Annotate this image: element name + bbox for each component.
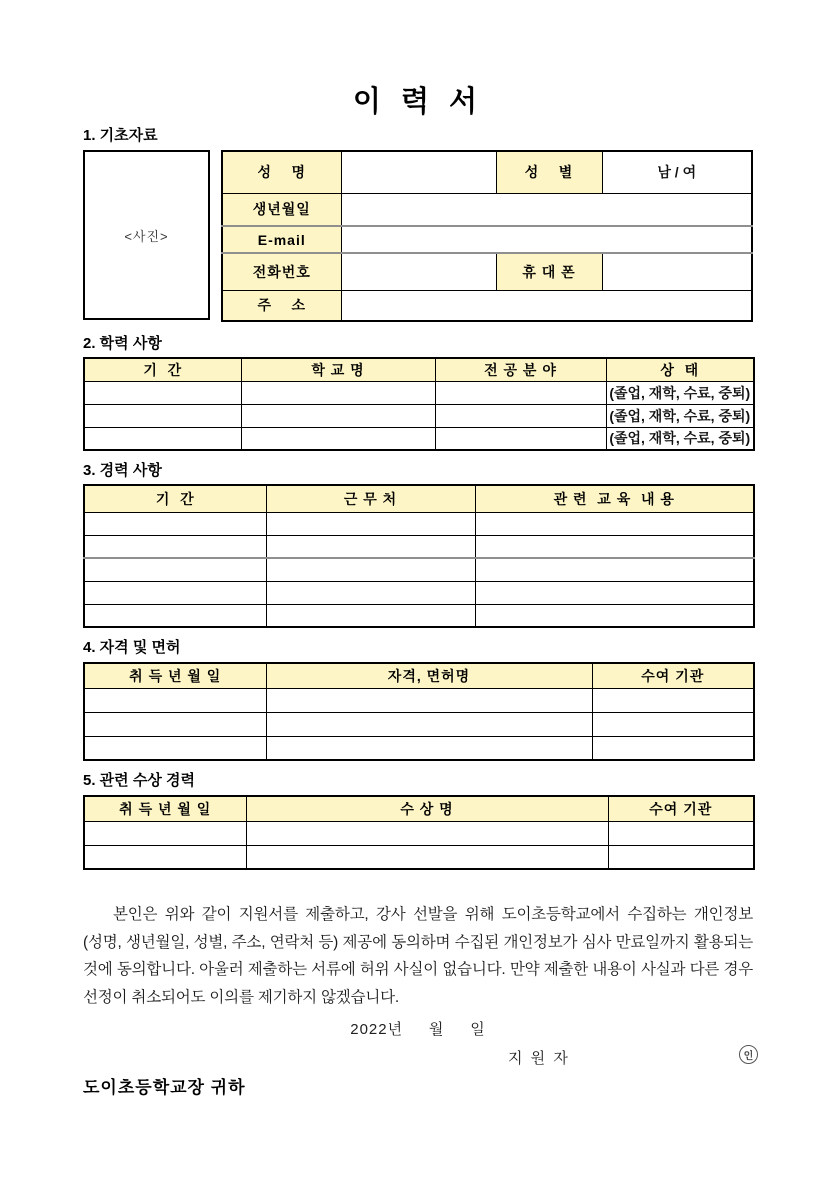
edu-school-cell[interactable] bbox=[241, 381, 435, 404]
license-date-header: 취 득 년 월 일 bbox=[84, 663, 266, 688]
email-input-cell[interactable] bbox=[341, 226, 752, 253]
edu-school-cell[interactable] bbox=[241, 404, 435, 427]
table-row bbox=[222, 151, 752, 193]
mobile-label: 휴 대 폰 bbox=[496, 253, 602, 290]
section-heading-awards: 5. 관련 수상 경력 bbox=[83, 772, 195, 789]
award-date-cell[interactable] bbox=[84, 845, 246, 869]
applicant-label: 지 원 자 bbox=[508, 1050, 570, 1067]
license-date-cell[interactable] bbox=[84, 736, 266, 760]
table-row bbox=[84, 512, 754, 535]
career-table bbox=[83, 484, 755, 628]
edu-school-header: 학 교 명 bbox=[241, 358, 435, 381]
table-row bbox=[84, 427, 754, 450]
table-row bbox=[222, 193, 752, 226]
award-date-header: 취 득 년 월 일 bbox=[84, 796, 246, 821]
edu-major-cell[interactable] bbox=[435, 427, 606, 450]
award-issuer-cell[interactable] bbox=[608, 845, 754, 869]
license-date-cell[interactable] bbox=[84, 712, 266, 736]
birthdate-label: 생년월일 bbox=[222, 193, 341, 226]
edu-status-cell[interactable]: (졸업, 재학, 수료, 중퇴) bbox=[606, 381, 754, 404]
table-header-row bbox=[84, 663, 754, 688]
phone-label: 전화번호 bbox=[222, 253, 341, 290]
declaration-paragraph: 본인은 위와 같이 지원서를 제출하고, 강사 선발을 위해 도이초등학교에서 수집하는 개인정보(성명, 생년월일, 성별, 주소, 연락처 등) 제공에 동의하며 수집된 개인정보가 심사 만료일까지 활용되는 것에 동의합니다. 아울러 제출하는 서류에 허위 사실이 없습니다. 만약 제출한 내용이 사실과 다른 경우 선정이 취소되어도 이의를 제기하지 않겠습니다. bbox=[83, 906, 753, 1006]
basic-info-table bbox=[221, 150, 753, 322]
table-row bbox=[84, 381, 754, 404]
license-name-cell[interactable] bbox=[266, 712, 592, 736]
career-education-cell[interactable] bbox=[475, 558, 754, 581]
page-title: 이 력 서 bbox=[352, 86, 484, 118]
table-row bbox=[84, 736, 754, 760]
name-label: 성 명 bbox=[222, 151, 341, 193]
edu-major-header: 전 공 분 야 bbox=[435, 358, 606, 381]
table-row bbox=[222, 290, 752, 321]
edu-period-cell[interactable] bbox=[84, 381, 241, 404]
table-row bbox=[84, 535, 754, 558]
birthdate-input-cell[interactable] bbox=[341, 193, 752, 226]
career-period-cell[interactable] bbox=[84, 604, 266, 627]
section-heading-basic: 1. 기초자료 bbox=[83, 127, 158, 144]
table-header-row bbox=[84, 796, 754, 821]
license-issuer-cell[interactable] bbox=[592, 688, 754, 712]
license-issuer-cell[interactable] bbox=[592, 736, 754, 760]
name-input-cell[interactable] bbox=[341, 151, 496, 193]
award-date-cell[interactable] bbox=[84, 821, 246, 845]
section-heading-education: 2. 학력 사항 bbox=[83, 335, 162, 352]
edu-status-cell[interactable]: (졸업, 재학, 수료, 중퇴) bbox=[606, 427, 754, 450]
edu-status-cell[interactable]: (졸업, 재학, 수료, 중퇴) bbox=[606, 404, 754, 427]
table-header-row bbox=[84, 358, 754, 381]
table-row bbox=[84, 688, 754, 712]
career-education-header: 관 련 교 육 내 용 bbox=[475, 485, 754, 512]
address-label: 주 소 bbox=[222, 290, 341, 321]
mobile-input-cell[interactable] bbox=[602, 253, 752, 290]
license-name-header: 자격, 면허명 bbox=[266, 663, 592, 688]
section-heading-career: 3. 경력 사항 bbox=[83, 462, 162, 479]
basic-info-section bbox=[83, 150, 753, 322]
license-date-cell[interactable] bbox=[84, 688, 266, 712]
career-workplace-cell[interactable] bbox=[266, 512, 475, 535]
career-period-cell[interactable] bbox=[84, 581, 266, 604]
award-name-header: 수 상 명 bbox=[246, 796, 608, 821]
table-row bbox=[84, 404, 754, 427]
career-workplace-header: 근 무 처 bbox=[266, 485, 475, 512]
license-issuer-cell[interactable] bbox=[592, 712, 754, 736]
awards-table bbox=[83, 795, 755, 870]
license-issuer-header: 수여 기관 bbox=[592, 663, 754, 688]
career-education-cell[interactable] bbox=[475, 512, 754, 535]
table-header-row bbox=[84, 485, 754, 512]
license-name-cell[interactable] bbox=[266, 688, 592, 712]
career-period-cell[interactable] bbox=[84, 535, 266, 558]
award-name-cell[interactable] bbox=[246, 845, 608, 869]
email-label: E-mail bbox=[222, 226, 341, 253]
career-workplace-cell[interactable] bbox=[266, 535, 475, 558]
award-issuer-cell[interactable] bbox=[608, 821, 754, 845]
table-row bbox=[84, 604, 754, 627]
section-heading-license: 4. 자격 및 면허 bbox=[83, 639, 181, 656]
career-workplace-cell[interactable] bbox=[266, 604, 475, 627]
career-workplace-cell[interactable] bbox=[266, 581, 475, 604]
address-input-cell[interactable] bbox=[341, 290, 752, 321]
photo-placeholder-label: <사진> bbox=[124, 228, 169, 244]
photo-placeholder-box[interactable] bbox=[83, 150, 210, 320]
seal-stamp-icon: 인 bbox=[739, 1045, 758, 1064]
career-period-cell[interactable] bbox=[84, 512, 266, 535]
career-workplace-cell[interactable] bbox=[266, 558, 475, 581]
edu-major-cell[interactable] bbox=[435, 381, 606, 404]
award-name-cell[interactable] bbox=[246, 821, 608, 845]
award-issuer-header: 수여 기관 bbox=[608, 796, 754, 821]
edu-school-cell[interactable] bbox=[241, 427, 435, 450]
table-row bbox=[84, 558, 754, 581]
edu-period-header: 기 간 bbox=[84, 358, 241, 381]
edu-period-cell[interactable] bbox=[84, 404, 241, 427]
education-table bbox=[83, 357, 755, 451]
career-education-cell[interactable] bbox=[475, 581, 754, 604]
career-period-header: 기 간 bbox=[84, 485, 266, 512]
license-name-cell[interactable] bbox=[266, 736, 592, 760]
edu-status-header: 상 태 bbox=[606, 358, 754, 381]
date-line: 2022년 월 일 bbox=[350, 1021, 486, 1038]
table-row bbox=[84, 821, 754, 845]
table-row bbox=[222, 253, 752, 290]
license-table bbox=[83, 662, 755, 761]
career-education-cell[interactable] bbox=[475, 604, 754, 627]
table-row bbox=[84, 581, 754, 604]
table-row bbox=[84, 845, 754, 869]
table-row bbox=[84, 712, 754, 736]
gender-value-cell[interactable]: 남 / 여 bbox=[602, 151, 752, 193]
career-period-cell[interactable] bbox=[84, 558, 266, 581]
table-row bbox=[222, 226, 752, 253]
phone-input-cell[interactable] bbox=[341, 253, 496, 290]
edu-period-cell[interactable] bbox=[84, 427, 241, 450]
applicant-line bbox=[83, 1044, 753, 1068]
recipient-line: 도이초등학교장 귀하 bbox=[83, 1078, 246, 1097]
career-education-cell[interactable] bbox=[475, 535, 754, 558]
gender-label: 성 별 bbox=[496, 151, 602, 193]
edu-major-cell[interactable] bbox=[435, 404, 606, 427]
